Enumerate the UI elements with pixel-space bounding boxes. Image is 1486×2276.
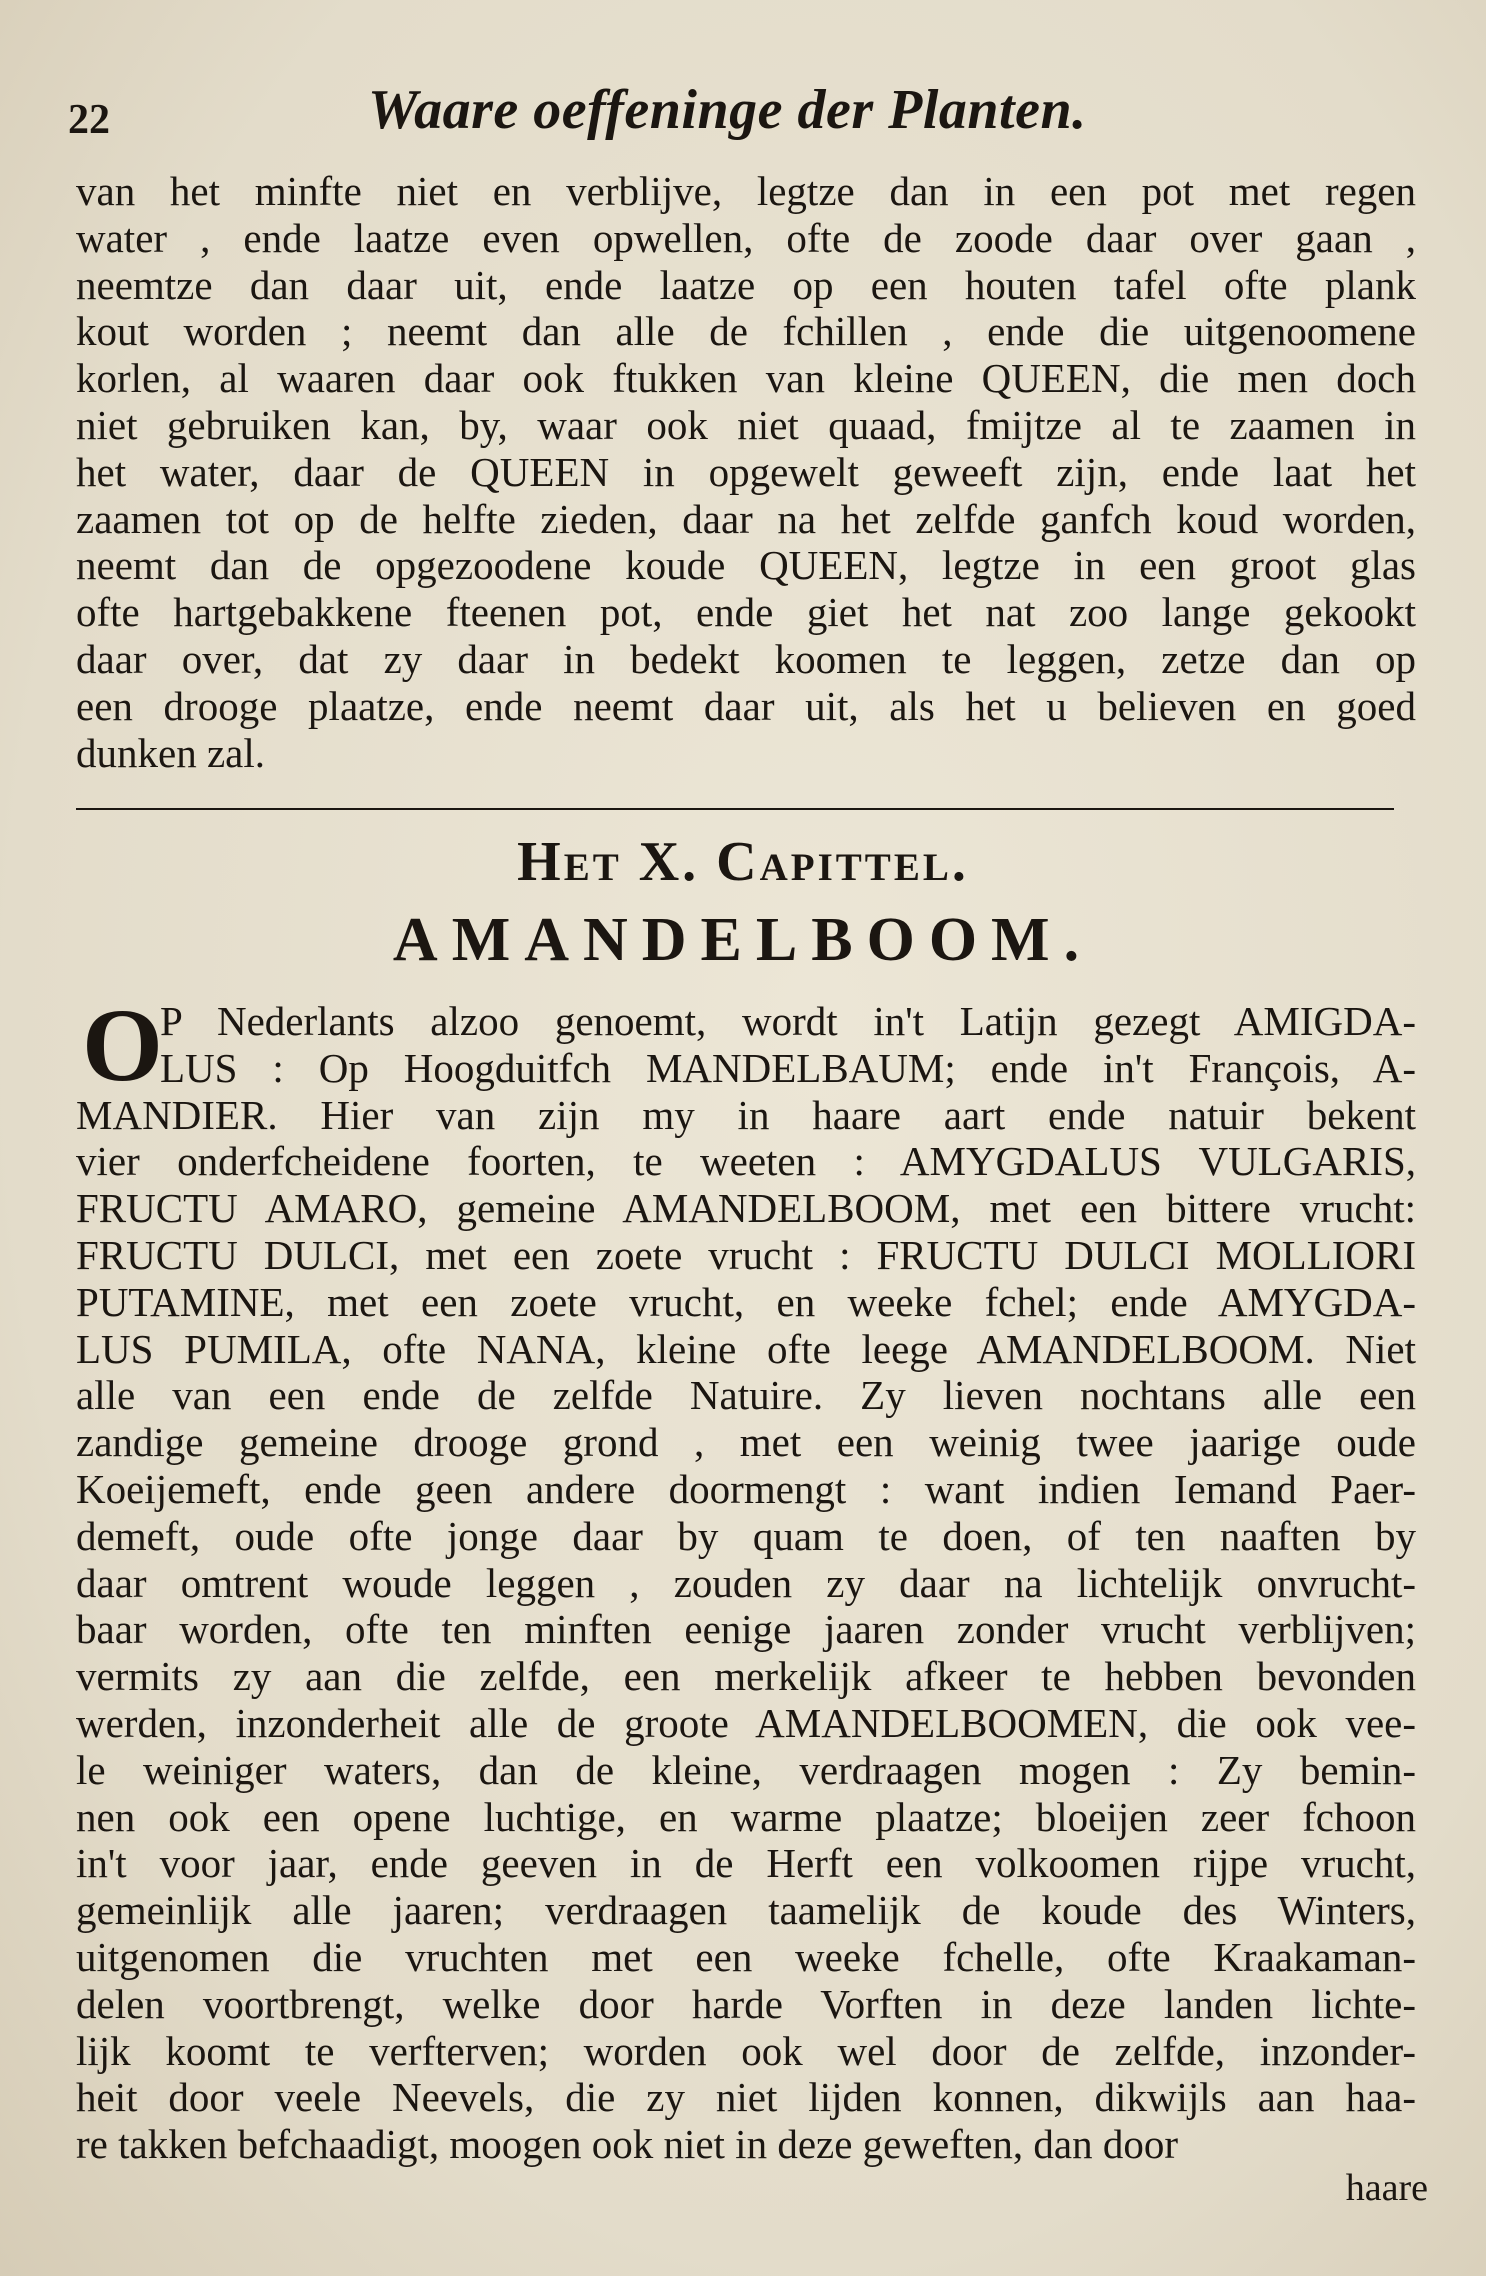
page-number: 22 [68, 97, 110, 143]
text-line: zaamen tot op de helfte zieden, daar na het zelfde ganfch koud worden, [76, 495, 1416, 542]
text-line: uitgenomen die vruchten met een weeke fchelle, ofte Kraakaman- [76, 1933, 1416, 1980]
text-line: demeft, oude ofte jonge daar by quam te doen, of ten naaften by [76, 1512, 1416, 1559]
text-line: daar over, dat zy daar in bedekt koomen te leggen, zetze dan op [76, 635, 1416, 682]
text-line: zandige gemeine drooge grond , met een weinig twee jaarige oude [76, 1419, 1416, 1466]
text-line: korlen, al waaren daar ook ftukken van kleine QUEEN, die men doch [76, 355, 1416, 402]
text-line: heit door veele Neevels, die zy niet lijden konnen, dikwijls aan haa- [76, 2074, 1416, 2121]
text-line: PUTAMINE, met een zoete vrucht, en weeke fchel; ende AMYGDA- [76, 1278, 1416, 1325]
text-line: een drooge plaatze, ende neemt daar uit, als het u believen en goed [76, 682, 1416, 729]
text-line: kout worden ; neemt dan alle de fchillen , ende die uitgenoomene [76, 308, 1416, 355]
text-line: LUS : Op Hoogduitfch MANDELBAUM; ende in't François, A- [160, 1044, 1416, 1091]
chapter-heading: Het X. Capittel. [517, 831, 969, 893]
text-line: FRUCTU DULCI, met een zoete vrucht : FRUCTU DULCI MOLLIORI [76, 1231, 1416, 1278]
section-title: AMANDELBOOM. [392, 906, 1094, 974]
text-line: water , ende laatze even opwellen, ofte de zoode daar over gaan , [76, 214, 1416, 261]
text-line: nen ook een opene luchtige, en warme plaatze; bloeijen zeer fchoon [76, 1793, 1416, 1840]
text-line: alle van een ende de zelfde Natuire. Zy lieven nochtans alle een [76, 1372, 1416, 1419]
text-line: vier onderfcheidene foorten, te weeten : AMYGDALUS VULGARIS, [76, 1138, 1416, 1185]
text-line: baar worden, ofte ten minften eenige jaaren zonder vrucht verblijven; [76, 1606, 1416, 1653]
text-line: het water, daar de QUEEN in opgewelt geweeft zijn, ende laat het [76, 448, 1416, 495]
text-line: FRUCTU AMARO, gemeine AMANDELBOOM, met een bittere vrucht: [76, 1185, 1416, 1232]
text-line: neemt dan de opgezoodene koude QUEEN, legtze in een groot glas [76, 542, 1416, 589]
text-line: werden, inzonderheit alle de groote AMANDELBOOMEN, die ook vee- [76, 1699, 1416, 1746]
text-line: in't voor jaar, ende geeven in de Herft een volkoomen rijpe vrucht, [76, 1840, 1416, 1887]
text-line: daar omtrent woude leggen , zouden zy daar na lichtelijk onvrucht- [76, 1559, 1416, 1606]
text-line: dunken zal. [76, 729, 265, 776]
text-line: neemtze dan daar uit, ende laatze op een houten tafel ofte plank [76, 261, 1416, 308]
text-line: gemeinlijk alle jaaren; verdraagen taamelijk de koude des Winters, [76, 1887, 1416, 1934]
text-line: niet gebruiken kan, by, waar ook niet quaad, fmijtze al te zaamen in [76, 401, 1416, 448]
text-line: LUS PUMILA, ofte NANA, kleine ofte leege AMANDELBOOM. Niet [76, 1325, 1416, 1372]
text-line: Koeijemeft, ende geen andere doormengt : want indien Iemand Paer- [76, 1465, 1416, 1512]
drop-cap: O [82, 988, 163, 1103]
text-line: le weiniger waters, dan de kleine, verdraagen mogen : Zy bemin- [76, 1746, 1416, 1793]
text-line: re takken befchaadigt, moogen ook niet in deze geweften, dan door [76, 2121, 1179, 2168]
text-line: lijk koomt te verfterven; worden ook wel door de zelfde, inzonder- [76, 2027, 1416, 2074]
text-line: vermits zy aan die zelfde, een merkelijk afkeer te hebben bevonden [76, 1653, 1416, 1700]
page-header [68, 78, 1428, 148]
paragraph-continued [76, 168, 1416, 776]
text-line: delen voortbrengt, welke door harde Vorften in deze landen lichte- [76, 1980, 1416, 2027]
text-line: P Nederlants alzoo genoemt, wordt in't Latijn gezegt AMIGDA- [160, 998, 1416, 1044]
text-line: ofte hartgebakkene fteenen pot, ende giet het nat zoo lange gekookt [76, 589, 1416, 636]
running-title: Waare oeffeninge der Planten. [368, 79, 1087, 141]
paragraph-main [76, 988, 1416, 2168]
catchword: haare [1345, 2167, 1428, 2209]
text-line: MANDIER. Hier van zijn my in haare aart ende natuir bekent [76, 1091, 1416, 1138]
text-line: van het minfte niet en verblijve, legtze dan in een pot met regen [76, 168, 1416, 214]
section-divider [76, 808, 1394, 810]
